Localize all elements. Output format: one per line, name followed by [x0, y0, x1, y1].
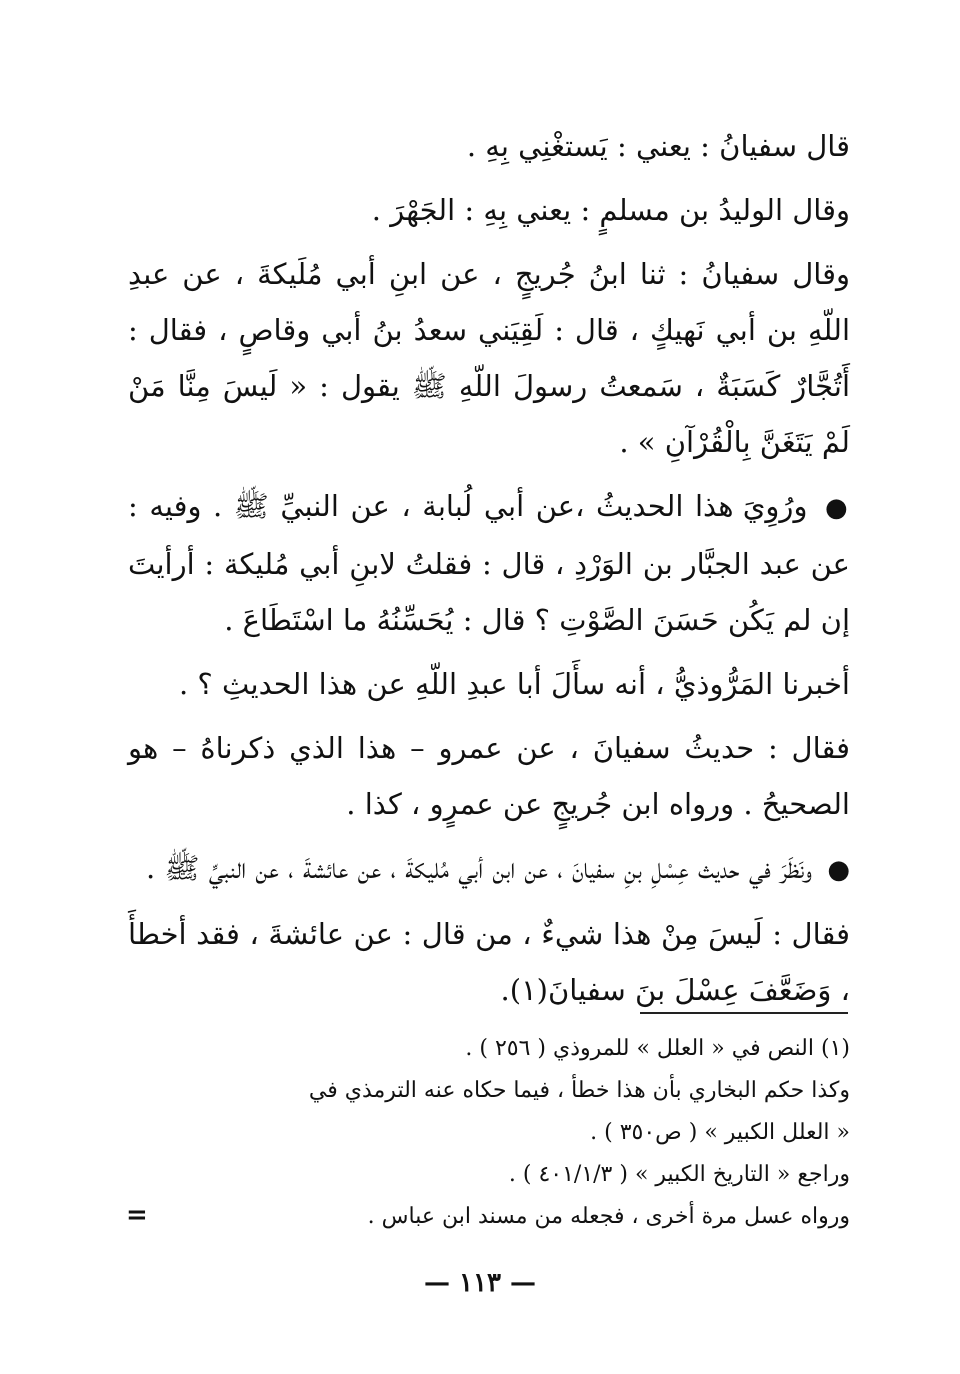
paragraph-8 [128, 906, 850, 1018]
continuation-mark: = [126, 1200, 148, 1230]
paragraph-6-text: فقال : حديثُ سفيانَ ، عن عمرو – هذا الذي ذكرناهُ – هو الصحيحُ . ورواه ابن جُريجٍ عن عمرٍو ، كذا . [128, 731, 850, 821]
bullet-icon: ● [825, 493, 851, 523]
paragraph-5 [128, 656, 850, 712]
paragraph-2 [128, 182, 850, 238]
paragraph-1-text: قال سفيانُ : يعني : يَستغْنِي بِهِ . [466, 129, 850, 163]
paragraph-7 [128, 840, 850, 898]
paragraph-6 [128, 720, 850, 832]
footnote-line-1: (١) النص في « العلل » للمروذي ( ٢٥٦ ) . [465, 1036, 850, 1061]
footnote-line-5: ورواه عسل مرة أخرى ، فجعله من مسند ابن عباس . [367, 1204, 850, 1229]
footnote-line-2: وكذا حكم البخاري بأن هذا خطأ ، فيما حكاه عنه الترمذي في [308, 1078, 850, 1103]
bullet-icon: ● [827, 855, 850, 885]
paragraph-3-text: وقال سفيانُ : ثنا ابنُ جُريجٍ ، عن ابنِ أبي مُلَيكةَ ، عن عبدِ اللّهِ بن أبي نَهيكٍ ، قال : لَقِيَني سعدُ بنُ أبي وقاصٍ ، فقال : أَتُجَّارٌ كَسَبَةٌ ، سَمعتُ رسولَ اللّهِ ﷺ يقول : « لَيسَ مِنَّا مَنْ لَمْ يَتَغَنَّ بِالْقُرْآنِ » . [128, 257, 850, 459]
paragraph-7-text: ونَظَرَ في حديث عِسْلِ بنِ سفيانَ ، عن ابن أبي مُليكةَ ، عن عائشةَ ، عن النبيِّ ﷺ . [146, 851, 813, 885]
paragraph-4-text: ورُوِيَ هذا الحديثُ ،عن أبي لُبابة ، عن النبيِّ ﷺ . وفيه : عن عبد الجبَّار بن الوَرْدِ ، قال : فقلتُ لابنِ أبي مُليكة : أرأيتَ إن لم يَكُن حَسَنَ الصَّوْتِ ؟ قال : يُحَسِّنُهُ ما اسْتَطَاعَ . [128, 489, 850, 637]
paragraph-4 [128, 478, 850, 648]
paragraph-8-text: فقال : لَيسَ مِنْ هذا شيءٌ ، من قال : عن عائشةَ ، فقد أخطأَ ، وَضَعَّفَ عِسْلَ بنَ سفيانَ(١). [128, 917, 850, 1007]
footnote-line-3: « العلل الكبير » ( ص٣٥٠ ) . [590, 1120, 850, 1145]
footnote-line-4: وراجع « التاريخ الكبير » ( ٤٠١/١/٣ ) . [508, 1162, 850, 1187]
paragraph-3 [128, 246, 850, 470]
paragraph-2-text: وقال الوليدُ بن مسلمٍ : يعني بِهِ : الجَهْرَ . [371, 193, 850, 227]
page-number: — ١١٣ — [423, 1268, 537, 1298]
footnotes [128, 1028, 850, 1238]
footnote-separator [640, 1012, 848, 1014]
main-text [128, 118, 850, 1026]
paragraph-1 [128, 118, 850, 174]
paragraph-5-text: أخبرنا المَرُّوذيُّ ، أنه سأَلَ أبا عبدِ اللّهِ عن هذا الحديثِ ؟ . [178, 667, 850, 701]
